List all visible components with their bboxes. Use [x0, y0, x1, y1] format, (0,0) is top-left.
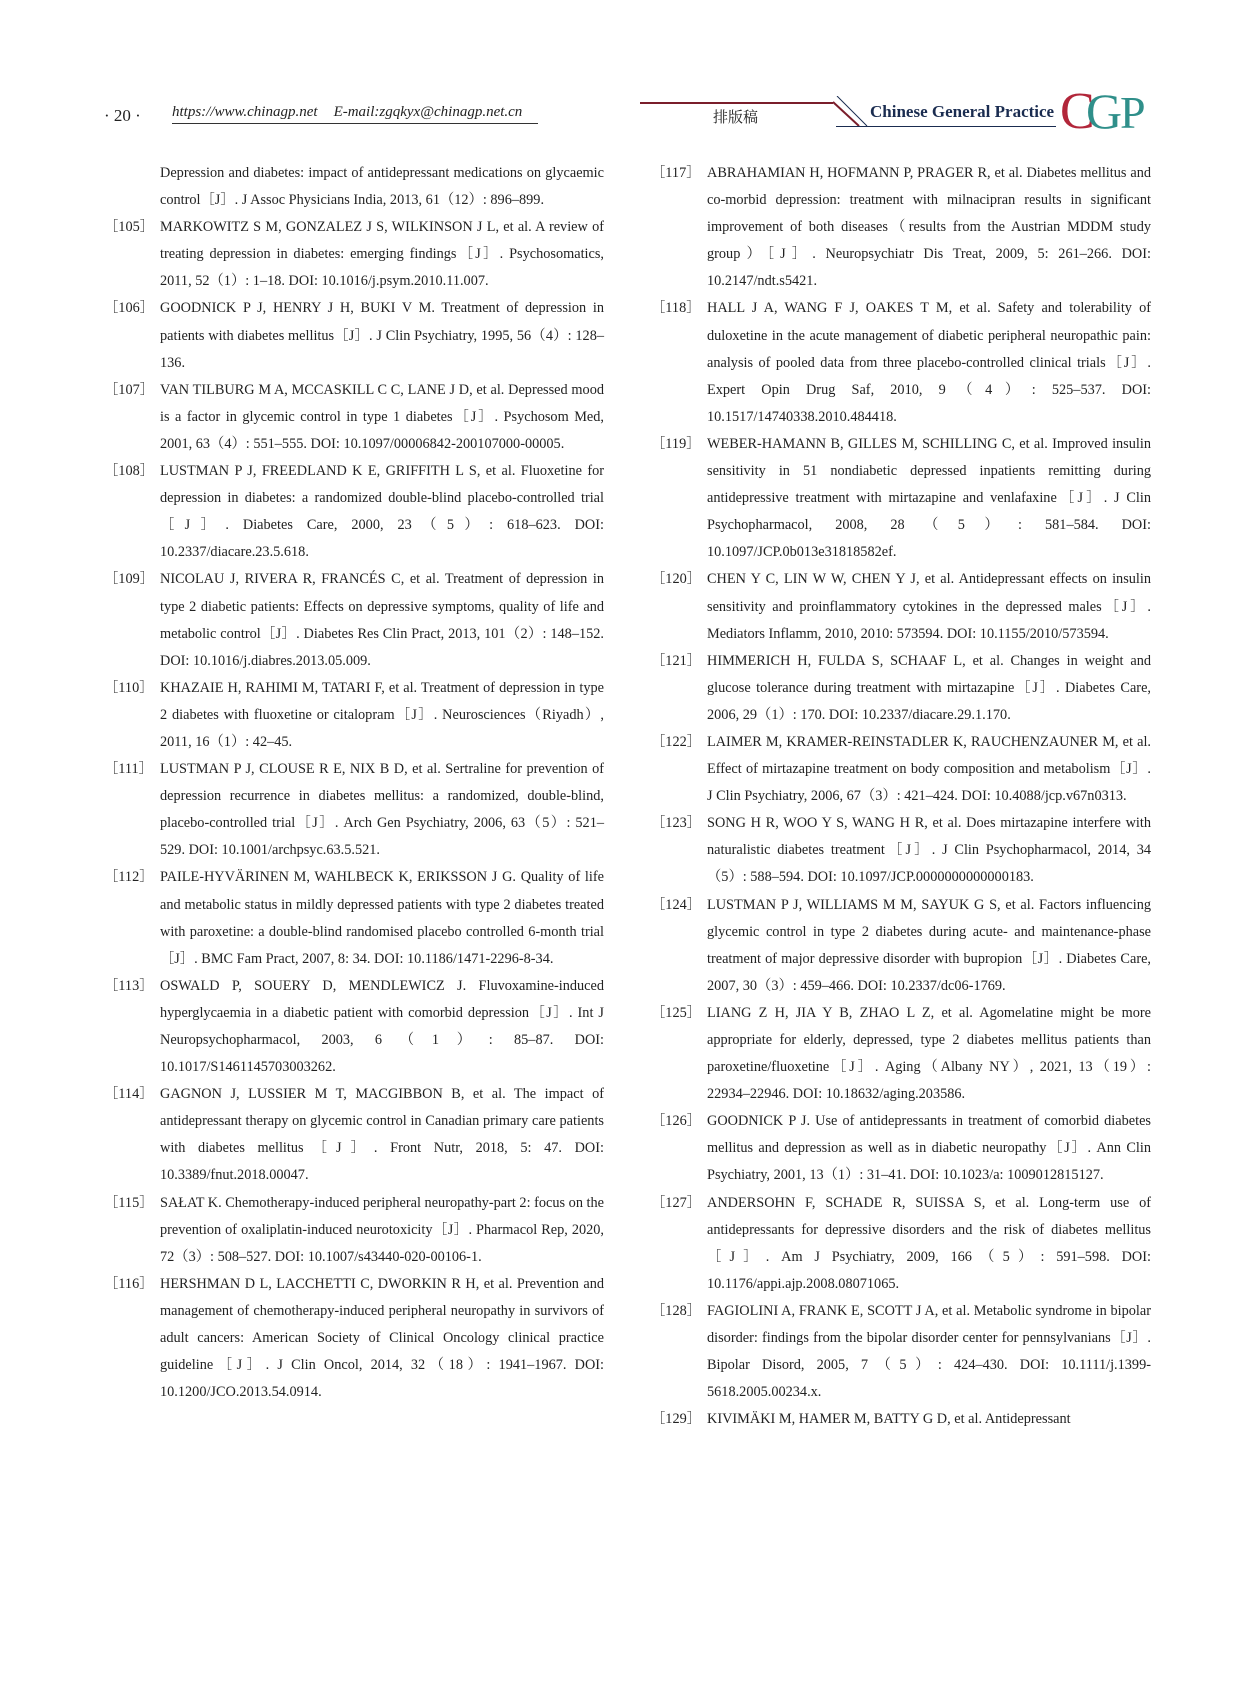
reference-entry — [651, 160, 1151, 295]
reference-entry — [104, 864, 604, 972]
reference-number: ［122］ — [651, 733, 702, 750]
reference-number: ［112］ — [104, 869, 154, 886]
reference-text: KIVIMÄKI M, HAMER M, BATTY G D, et al. Antidepressant — [707, 1411, 1071, 1428]
reference-text: Depression and diabetes: impact of antidepressant medications on glycaemic control［J］. J Assoc Physicians India, 2013, 61（12）: 896–899. — [160, 165, 604, 209]
reference-number: ［129］ — [651, 1411, 702, 1428]
reference-number: ［125］ — [651, 1004, 702, 1021]
page-number: · 20 · — [104, 106, 141, 125]
reference-text: CHEN Y C, LIN W W, CHEN Y J, et al. Antidepressant effects on insulin sensitivity and proinflammatory cytokines in the depressed males［J］. Mediators Inflamm, 2010, 2010: 573594. DOI: 10.1155/2010/573594. — [707, 571, 1151, 642]
reference-number: ［120］ — [651, 571, 702, 588]
header-diagonal-rule — [833, 96, 873, 128]
reference-number: ［128］ — [651, 1302, 702, 1319]
reference-text: LUSTMAN P J, CLOUSE R E, NIX B D, et al. Sertraline for prevention of depression recurrence in diabetes mellitus: a randomized, double-blind, placebo-controlled trial［J］. Arch Gen Psychiatry, 2006, 63（5）: 521–529. DOI: 10.1001/archpsyc.63.5.521. — [160, 761, 604, 859]
references-left-column — [104, 160, 604, 1406]
reference-entry — [104, 458, 604, 566]
page-header — [0, 0, 1247, 140]
reference-text: LIANG Z H, JIA Y B, ZHAO L Z, et al. Agomelatine might be more appropriate for elderly, depressed, type 2 diabetes mellitus patients than paroxetine/fluoxetine［J］. Aging（Albany NY）, 2021, 13（19）: 22934–22946. DOI: 10.18632/aging.203586. — [707, 1004, 1151, 1103]
reference-number: ［123］ — [651, 815, 702, 832]
reference-entry — [651, 729, 1151, 810]
reference-text: NICOLAU J, RIVERA R, FRANCÉS C, et al. Treatment of depression in type 2 diabetic patients: Effects on depressive symptoms, quality of life and metabolic control［J］. Diabetes Res Clin Pract, 2013, 101（2）: 148–152. DOI: 10.1016/j.diabres.2013.05.009. — [160, 571, 604, 669]
reference-entry — [651, 295, 1151, 430]
reference-number: ［118］ — [651, 300, 701, 317]
reference-entry — [104, 295, 604, 376]
reference-text: VAN TILBURG M A, MCCASKILL C C, LANE J D, et al. Depressed mood is a factor in glycemic control in type 1 diabetes［J］. Psychosom Med, 2001, 63（4）: 551–555. DOI: 10.1097/00006842-200107000-00005. — [160, 381, 604, 452]
reference-text: LUSTMAN P J, WILLIAMS M M, SAYUK G S, et al. Factors influencing glycemic control in type 2 diabetes during acute- and maintenance-phase treatment of major depressive disorder with bupropion［J］. Diabetes Care, 2007, 30（3）: 459–466. DOI: 10.2337/dc06-1769. — [707, 896, 1151, 994]
reference-entry — [104, 1271, 604, 1406]
reference-entry — [104, 973, 604, 1081]
reference-text: GOODNICK P J. Use of antidepressants in treatment of comorbid diabetes mellitus and depression as well as in diabetic neuropathy［J］. Ann Clin Psychiatry, 2001, 13（1）: 31–41. DOI: 10.1023/a: 1009012815127. — [707, 1113, 1151, 1184]
reference-text: PAILE-HYVÄRINEN M, WAHLBECK K, ERIKSSON J G. Quality of life and metabolic status in mildly depressed patients with type 2 diabetes treated with paroxetine: a double-blind randomised placebo controlled 6-month trial［J］. BMC Fam Pract, 2007, 8: 34. DOI: 10.1186/1471-2296-8-34. — [160, 869, 604, 967]
reference-text: LAIMER M, KRAMER-REINSTADLER K, RAUCHENZAUNER M, et al. Effect of mirtazapine treatment on body composition and metabolism［J］. J Clin Psychiatry, 2006, 67（3）: 421–424. DOI: 10.4088/jcp.v67n0313. — [707, 733, 1151, 805]
reference-entry — [651, 648, 1151, 729]
reference-entry — [651, 566, 1151, 647]
reference-entry — [104, 160, 604, 214]
reference-text: SAŁAT K. Chemotherapy-induced peripheral neuropathy-part 2: focus on the prevention of oxaliplatin-induced neurotoxicity［J］. Pharmacol Rep, 2020, 72（3）: 508–527. DOI: 10.1007/s43440-020-00106-1. — [160, 1194, 605, 1265]
reference-number: ［124］ — [651, 896, 702, 913]
reference-text: HIMMERICH H, FULDA S, SCHAAF L, et al. Changes in weight and glucose tolerance during treatment with mirtazapine［J］. Diabetes Care, 2006, 29（1）: 170. DOI: 10.2337/diacare.29.1.170. — [707, 652, 1151, 723]
reference-text: MARKOWITZ S M, GONZALEZ J S, WILKINSON J L, et al. A review of treating depression in diabetes: emerging findings［J］. Psychosomatics, 2011, 52（1）: 1–18. DOI: 10.1016/j.psym.2010.11.007. — [160, 219, 604, 290]
reference-entry — [104, 756, 604, 864]
svg-text:G: G — [1086, 84, 1123, 134]
reference-entry — [651, 1190, 1151, 1298]
header-accent-line — [640, 102, 833, 104]
reference-number: ［108］ — [104, 463, 155, 480]
journal-underline — [836, 126, 1056, 127]
reference-text: HERSHMAN D L, LACCHETTI C, DWORKIN R H, et al. Prevention and management of chemotherapy-induced peripheral neuropathy in survivors of adult cancers: American Society of Clinical Oncology clinical practice guideline［J］. J Clin Oncol, 2014, 32（18）: 1941–1967. DOI: 10.1200/JCO.2013.54.0914. — [160, 1275, 604, 1401]
reference-text: HALL J A, WANG F J, OAKES T M, et al. Safety and tolerability of duloxetine in the acute management of diabetic peripheral neuropathic pain: analysis of pooled data from three placebo-controlled clinical trials［J］. Expert Opin Drug Saf, 2010, 9（4）: 525–537. DOI: 10.1517/14740338.2010.484418. — [707, 300, 1151, 425]
reference-entry — [651, 810, 1151, 891]
svg-text:C: C — [1060, 84, 1095, 134]
reference-text: OSWALD P, SOUERY D, MENDLEWICZ J. Fluvoxamine-induced hyperglycaemia in a diabetic patient with comorbid depression［J］. Int J Neuropsychopharmacol, 2003, 6（1）: 85–87. DOI: 10.1017/S1461145703003262. — [160, 977, 604, 1076]
references-right-column — [651, 160, 1151, 1433]
journal-name: Chinese General Practice — [870, 102, 1055, 121]
reference-number: ［113］ — [104, 977, 154, 994]
reference-text: GAGNON J, LUSSIER M T, MACGIBBON B, et al. The impact of antidepressant therapy on glycemic control in Canadian primary care patients with diabetes mellitus［J］. Front Nutr, 2018, 5: 47. DOI: 10.3389/fnut.2018.00047. — [160, 1086, 604, 1184]
reference-number: ［110］ — [104, 679, 154, 696]
reference-number: ［105］ — [104, 219, 155, 236]
reference-text: WEBER-HAMANN B, GILLES M, SCHILLING C, et al. Improved insulin sensitivity in 51 nondiabetic depressed inpatients remitting during antidepressive treatment with mirtazapine and venlafaxine［J］. J Clin Psychopharmacol, 2008, 28（5）: 581–584. DOI: 10.1097/JCP.0b013e31818582ef. — [707, 435, 1151, 561]
reference-text: ANDERSOHN F, SCHADE R, SUISSA S, et al. Long-term use of antidepressants for depressive disorders and the risk of diabetes mellitus［J］. Am J Psychiatry, 2009, 166（5）: 591–598. DOI: 10.1176/appi.ajp.2008.08071065. — [707, 1194, 1151, 1292]
reference-text: KHAZAIE H, RAHIMI M, TATARI F, et al. Treatment of depression in type 2 diabetes with fluoxetine or citalopram［J］. Neurosciences（Riyadh）, 2011, 16（1）: 42–45. — [160, 679, 604, 750]
reference-entry — [104, 675, 604, 756]
reference-entry — [651, 1108, 1151, 1189]
reference-text: ABRAHAMIAN H, HOFMANN P, PRAGER R, et al. Diabetes mellitus and co-morbid depression: treatment with milnacipran results in significant improvement of both diseases（results from the Austrian MDDM study group）［J］. Neuropsychiatr Dis Treat, 2009, 5: 261–266. DOI: 10.2147/ndt.s5421. — [707, 165, 1151, 290]
header-url[interactable]: https://www.chinagp.net — [172, 104, 318, 120]
reference-entry — [651, 892, 1151, 1000]
reference-number: ［114］ — [104, 1086, 154, 1103]
cgp-logo-icon — [1060, 84, 1150, 134]
reference-number: ［116］ — [104, 1275, 154, 1292]
reference-number: ［109］ — [104, 571, 155, 588]
reference-number: ［115］ — [104, 1194, 154, 1211]
reference-entry — [651, 1000, 1151, 1108]
reference-text: LUSTMAN P J, FREEDLAND K E, GRIFFITH L S, et al. Fluoxetine for depression in diabetes: a randomized double-blind placebo-controlled trial［J］. Diabetes Care, 2000, 23（5）: 618–623. DOI: 10.2337/diacare.23.5.618. — [160, 463, 604, 561]
reference-text: FAGIOLINI A, FRANK E, SCOTT J A, et al. Metabolic syndrome in bipolar disorder: findings from the bipolar disorder center for pennsylvanians［J］. Bipolar Disord, 2005, 7（5）: 424–430. DOI: 10.1111/j.1399-5618.2005.00234.x. — [707, 1302, 1151, 1401]
reference-entry — [651, 1298, 1151, 1406]
reference-entry — [104, 1081, 604, 1189]
reference-number: ［117］ — [651, 165, 701, 181]
reference-entry — [104, 377, 604, 458]
reference-text: GOODNICK P J, HENRY J H, BUKI V M. Treatment of depression in patients with diabetes mellitus［J］. J Clin Psychiatry, 1995, 56（4）: 128–136. — [160, 300, 604, 371]
reference-number: ［106］ — [104, 300, 155, 317]
reference-number: ［119］ — [651, 435, 701, 452]
reference-number: ［111］ — [104, 761, 153, 778]
reference-entry — [104, 566, 604, 674]
reference-entry — [104, 1190, 604, 1271]
reference-text: SONG H R, WOO Y S, WANG H R, et al. Does mirtazapine interfere with naturalistic diabetes treatment［J］. J Clin Psychopharmacol, 2014, 34（5）: 588–594. DOI: 10.1097/JCP.0000000000000183. — [707, 815, 1151, 886]
reference-number: ［126］ — [651, 1113, 702, 1130]
reference-number: ［121］ — [651, 652, 702, 669]
svg-text:P: P — [1120, 87, 1146, 134]
reference-number: ［107］ — [104, 381, 155, 398]
reference-number: ［127］ — [651, 1194, 702, 1211]
reference-entry — [651, 1406, 1151, 1433]
header-badge: 排版稿 — [713, 108, 759, 126]
reference-entry — [104, 214, 604, 295]
reference-entry — [651, 431, 1151, 566]
header-email[interactable]: E-mail:zgqkyx@chinagp.net.cn — [333, 104, 523, 120]
header-contact — [172, 104, 538, 124]
